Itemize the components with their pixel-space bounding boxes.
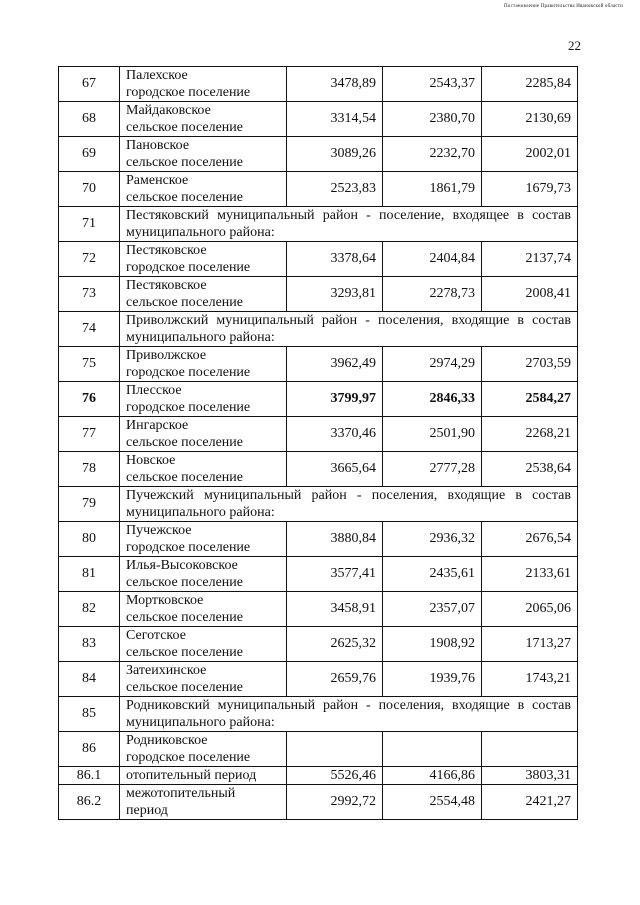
value-cell: 1679,73 (482, 172, 578, 207)
value-cell: 2936,32 (383, 522, 482, 557)
value-cell: 2008,41 (482, 277, 578, 312)
value-cell: 2538,64 (482, 452, 578, 487)
district-heading: Родниковский муниципальный район - поселения, входящие в состав муниципального района: (120, 697, 578, 732)
value-cell: 3458,91 (287, 592, 383, 627)
settlement-name: Майдаковское сельское поселение (120, 102, 287, 137)
settlement-name: Плесское городское поселение (120, 382, 287, 417)
table-row (59, 522, 578, 557)
district-row (59, 487, 578, 522)
district-row (59, 312, 578, 347)
page-number: 22 (568, 38, 581, 53)
value-cell: 2523,83 (287, 172, 383, 207)
table-row (59, 382, 578, 417)
value-cell: 2357,07 (383, 592, 482, 627)
value-cell (383, 732, 482, 767)
settlement-name: отопительный период (120, 767, 287, 785)
value-cell: 2703,59 (482, 347, 578, 382)
row-number: 75 (59, 347, 120, 382)
row-number: 85 (59, 697, 120, 732)
value-cell (482, 732, 578, 767)
table-row (59, 347, 578, 382)
value-cell: 2268,21 (482, 417, 578, 452)
row-number: 83 (59, 627, 120, 662)
value-cell: 3089,26 (287, 137, 383, 172)
value-cell: 2278,73 (383, 277, 482, 312)
settlement-name: Пестяковское сельское поселение (120, 277, 287, 312)
row-number: 72 (59, 242, 120, 277)
value-cell: 2137,74 (482, 242, 578, 277)
district-row (59, 697, 578, 732)
table-row (59, 785, 578, 820)
value-cell: 2421,27 (482, 785, 578, 820)
settlement-name: Мортковское сельское поселение (120, 592, 287, 627)
value-cell: 1713,27 (482, 627, 578, 662)
row-number: 81 (59, 557, 120, 592)
settlement-name: Пановское сельское поселение (120, 137, 287, 172)
settlement-name: Сеготское сельское поселение (120, 627, 287, 662)
value-cell: 2625,32 (287, 627, 383, 662)
district-heading: Пестяковский муниципальный район - поселение, входящее в состав муниципального района: (120, 207, 578, 242)
row-number: 82 (59, 592, 120, 627)
table-row (59, 732, 578, 767)
row-number: 80 (59, 522, 120, 557)
value-cell: 3370,46 (287, 417, 383, 452)
table-row (59, 417, 578, 452)
value-cell: 1908,92 (383, 627, 482, 662)
settlement-name: Ингарское сельское поселение (120, 417, 287, 452)
value-cell: 2232,70 (383, 137, 482, 172)
value-cell: 2554,48 (383, 785, 482, 820)
table-row (59, 452, 578, 487)
value-cell: 2676,54 (482, 522, 578, 557)
value-cell: 3880,84 (287, 522, 383, 557)
settlement-name: Илья-Высоковское сельское поселение (120, 557, 287, 592)
table-row (59, 557, 578, 592)
row-number: 86.1 (59, 767, 120, 785)
table-row (59, 172, 578, 207)
row-number: 77 (59, 417, 120, 452)
value-cell: 5526,46 (287, 767, 383, 785)
table-row (59, 102, 578, 137)
table-row (59, 662, 578, 697)
row-number: 76 (59, 382, 120, 417)
header-mark: Постановление Правительства Ивановской области (504, 4, 624, 9)
row-number: 70 (59, 172, 120, 207)
table-row (59, 67, 578, 102)
value-cell: 3478,89 (287, 67, 383, 102)
table-row (59, 277, 578, 312)
value-cell: 3378,64 (287, 242, 383, 277)
value-cell: 2065,06 (482, 592, 578, 627)
value-cell: 2584,27 (482, 382, 578, 417)
value-cell: 2404,84 (383, 242, 482, 277)
value-cell: 3962,49 (287, 347, 383, 382)
value-cell: 2380,70 (383, 102, 482, 137)
value-cell: 2974,29 (383, 347, 482, 382)
value-cell: 1939,76 (383, 662, 482, 697)
value-cell: 2659,76 (287, 662, 383, 697)
value-cell: 4166,86 (383, 767, 482, 785)
value-cell: 2130,69 (482, 102, 578, 137)
value-cell: 3314,54 (287, 102, 383, 137)
settlement-name: межотопительный период (120, 785, 287, 820)
table-row (59, 137, 578, 172)
settlement-name: Пучежское городское поселение (120, 522, 287, 557)
settlement-name: Новское сельское поселение (120, 452, 287, 487)
settlement-name: Пестяковское городское поселение (120, 242, 287, 277)
row-number: 78 (59, 452, 120, 487)
value-cell: 3803,31 (482, 767, 578, 785)
row-number: 79 (59, 487, 120, 522)
row-number: 71 (59, 207, 120, 242)
value-cell: 2133,61 (482, 557, 578, 592)
value-cell: 2543,37 (383, 67, 482, 102)
row-number: 86 (59, 732, 120, 767)
row-number: 84 (59, 662, 120, 697)
settlement-name: Затеихинское сельское поселение (120, 662, 287, 697)
table-row (59, 627, 578, 662)
settlement-name: Раменское сельское поселение (120, 172, 287, 207)
value-cell: 3665,64 (287, 452, 383, 487)
district-row (59, 207, 578, 242)
row-number: 68 (59, 102, 120, 137)
row-number: 67 (59, 67, 120, 102)
value-cell: 2501,90 (383, 417, 482, 452)
value-cell: 2285,84 (482, 67, 578, 102)
value-cell: 1861,79 (383, 172, 482, 207)
district-heading: Приволжский муниципальный район - поселения, входящие в состав муниципального района: (120, 312, 578, 347)
row-number: 69 (59, 137, 120, 172)
value-cell: 2992,72 (287, 785, 383, 820)
table-row (59, 242, 578, 277)
value-cell: 3577,41 (287, 557, 383, 592)
table-row (59, 592, 578, 627)
row-number: 74 (59, 312, 120, 347)
value-cell: 2846,33 (383, 382, 482, 417)
settlement-name: Приволжское городское поселение (120, 347, 287, 382)
table-row (59, 767, 578, 785)
row-number: 86.2 (59, 785, 120, 820)
value-cell: 2002,01 (482, 137, 578, 172)
row-number: 73 (59, 277, 120, 312)
settlement-name: Родниковское городское поселение (120, 732, 287, 767)
value-cell: 2777,28 (383, 452, 482, 487)
district-heading: Пучежский муниципальный район - поселения, входящие в состав муниципального района: (120, 487, 578, 522)
value-cell: 3799,97 (287, 382, 383, 417)
value-cell: 1743,21 (482, 662, 578, 697)
settlement-name: Палехское городское поселение (120, 67, 287, 102)
value-cell: 3293,81 (287, 277, 383, 312)
tariff-table (58, 66, 578, 820)
value-cell (287, 732, 383, 767)
value-cell: 2435,61 (383, 557, 482, 592)
